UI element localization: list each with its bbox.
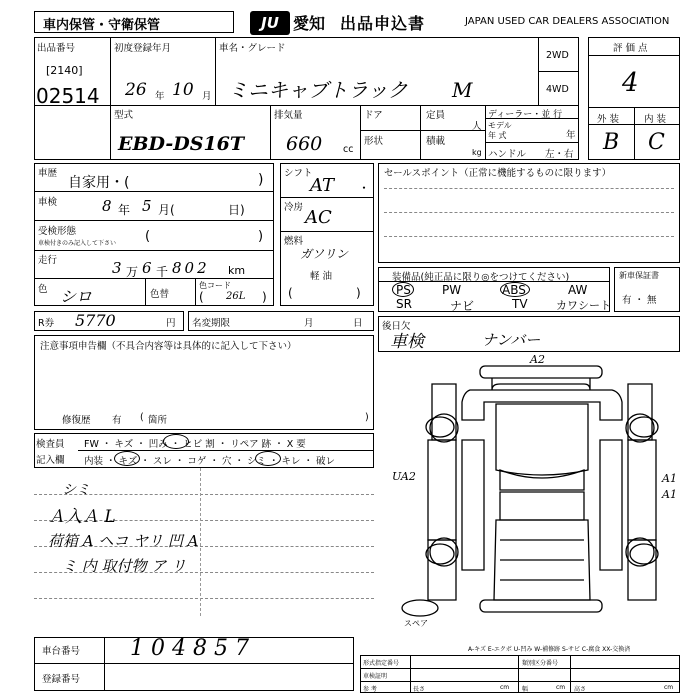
diagram-mark-left: UA2 [392, 470, 416, 483]
history-value: 自家用・( [68, 175, 130, 191]
exterior-grade: B [603, 130, 620, 155]
first-registration-year: 26 [125, 80, 147, 100]
fuel-diesel: 軽 油 [310, 271, 333, 282]
color-change-label: 色替 [150, 289, 170, 300]
displacement-value: 660 [286, 133, 323, 155]
inspector-interior-row: 内装 ・ キズ ・ スレ ・ コゲ ・ 穴 ・ シミ ・ キレ ・ 破レ [84, 456, 335, 467]
equipment-label: 装備品(純正品に限り◎をつけてください) [392, 272, 570, 283]
history-close: ) [258, 172, 264, 188]
handle-options: 左・右 [545, 149, 574, 160]
car-grade-value: M [452, 78, 473, 102]
equip-navi: ナビ [450, 299, 475, 313]
lot-number: 02514 [36, 84, 100, 108]
fuel-close: ) [356, 286, 361, 300]
handle-label: ハンドル [488, 149, 527, 160]
mileage-u2: 千 [156, 265, 169, 279]
lot-label: 出品番号 [37, 43, 76, 54]
spec-cert-label: 車検証明 [363, 673, 388, 680]
interior-grade: C [648, 130, 665, 155]
warranty-label: 新車保証書 [619, 271, 659, 280]
acceptance-open: ( [145, 229, 151, 244]
diagram-mark-right-1: A1 [662, 472, 677, 485]
inspector-note-2: Ａ入Ａ L [48, 507, 116, 527]
spec-cm-2: cm [556, 684, 566, 691]
recycle-value: 5770 [75, 311, 116, 330]
diagram-mark-top: A2 [530, 353, 545, 366]
name-change-month: 月 [304, 318, 314, 329]
capacity-label: 定員 [426, 110, 446, 121]
mileage-v2: 6 [142, 259, 152, 277]
recycle-label: R券 [38, 318, 55, 329]
rating-label: 評 価 点 [613, 43, 648, 54]
spec-block [360, 655, 680, 693]
fuel-label: 燃料 [284, 236, 304, 247]
repair-label: 修復歴 [62, 415, 91, 426]
equip-sr: SR [396, 297, 412, 311]
drive-4wd: 4WD [546, 84, 569, 95]
spec-cm-3: cm [664, 684, 674, 691]
mileage-unit: km [228, 264, 246, 277]
sales-point-label: セールスポイント（正常に機能するものに限ります） [384, 168, 612, 179]
acceptance-close: ) [258, 229, 264, 244]
inspection-month-unit: 月( [158, 203, 175, 217]
repair-open: ( [140, 412, 144, 423]
inspection-label: 車検 [38, 197, 58, 208]
equip-abs: ABS [502, 283, 526, 297]
warranty-options: 有 ・ 無 [622, 295, 657, 306]
inspection-year: 8 [102, 197, 112, 215]
spec-row2-label: 類別区分番号 [522, 660, 559, 667]
shift-value: AT [310, 175, 335, 196]
color-code-open: ( [199, 290, 204, 304]
form-title: 出品申込書 [340, 14, 426, 33]
inspection-day-unit: 日) [228, 203, 245, 217]
model-year-unit: 年 [566, 130, 576, 141]
history-label: 車歴 [38, 168, 58, 179]
chassis-label: 車台番号 [42, 646, 81, 657]
inspection-month: 5 [142, 197, 152, 215]
model-value: EBD-DS16T [118, 133, 245, 155]
mileage-u1: 万 [126, 265, 139, 279]
mileage-label: 走行 [38, 255, 58, 266]
equip-tv: TV [512, 297, 528, 311]
deferred-label: 後日欠 [382, 321, 411, 332]
equip-pw: PW [442, 283, 462, 297]
dealer-parallel: ディーラー・並 行 [488, 110, 563, 120]
inspector-label-1: 検査員 [36, 439, 65, 450]
spec-cm-1: cm [500, 684, 510, 691]
exterior-label: 外 装 [597, 114, 620, 125]
first-registration-label: 初度登録年月 [114, 43, 172, 54]
damage-legend: A-キズ E-エクボ U-凹み W-補修跡 S-サビ C-腐食 XX-交換済 [468, 646, 631, 653]
inspector-note-3: 荷箱 A ヘコ ヤリ 凹 A [48, 532, 199, 550]
color-value: シロ [60, 287, 93, 306]
model-year-label-2: 年 式 [488, 131, 507, 140]
doors-label: ドア [364, 110, 383, 121]
first-registration-month-unit: 月 [202, 91, 212, 102]
interior-label: 内 装 [644, 114, 667, 125]
name-change-day: 日 [353, 318, 363, 329]
cooling-value: AC [305, 207, 332, 228]
displacement-label: 排気量 [274, 110, 303, 121]
spec-width: 幅 [522, 686, 529, 693]
mileage-v3: 802 [172, 259, 210, 277]
repair-value: 有 [112, 415, 122, 426]
inspector-note-1: シミ [62, 482, 90, 498]
fuel-gasoline: ガソリン [300, 247, 349, 261]
capacity-unit: 人 [472, 121, 482, 132]
rating-score: 4 [622, 68, 639, 98]
mileage-v1: 3 [112, 259, 122, 277]
chassis-number: 104857 [130, 636, 256, 661]
equip-leather-seat: カワシート [556, 299, 611, 312]
shape-label: 形状 [364, 136, 384, 147]
cooling-label: 冷房 [284, 202, 304, 213]
association-name: JAPAN USED CAR DEALERS ASSOCIATION [465, 16, 670, 27]
spec-length: 長さ [413, 686, 426, 693]
color-code-close: ) [262, 290, 267, 304]
car-name-label: 車名・グレード [219, 43, 286, 54]
first-registration-year-unit: 年 [155, 91, 165, 102]
inspection-year-unit: 年 [118, 203, 131, 217]
storage-label: 車内保管・守衛保管 [43, 18, 161, 33]
color-label: 色 [38, 284, 48, 295]
deferred-value: 車検 [390, 332, 424, 352]
equip-ps: PS [396, 283, 411, 297]
shift-dot: ・ [358, 181, 371, 195]
deferred-number: ナンバー [482, 331, 541, 349]
spec-height: 高さ [574, 686, 587, 693]
fuel-open: ( [288, 286, 293, 300]
color-code-label: 色コード [199, 281, 231, 290]
name-change-label: 名変期限 [192, 318, 231, 329]
model-label: 型式 [114, 110, 134, 121]
recycle-unit: 円 [166, 318, 176, 329]
acceptance-note: 車検付きのみ記入して下さい [38, 240, 117, 247]
inspector-note-4: ミ 内 取付物 ア リ [62, 557, 187, 575]
registration-label: 登録番号 [42, 674, 81, 685]
repair-close: ) [365, 412, 369, 423]
displacement-unit: cc [343, 144, 354, 155]
logo-text: 愛知 [293, 14, 326, 33]
car-name-value: ミニキャブトラック [228, 78, 408, 102]
inspector-fw-row: FW ・ キズ ・ 凹み ・ ヒビ 割 ・ リペア 跡 ・ X 要 [84, 439, 306, 450]
inspector-label-2: 記入欄 [36, 455, 65, 466]
repair-place: 箇所 [148, 415, 168, 426]
model-year-label-1: モデル [488, 121, 512, 130]
lot-small-code: [2140] [46, 64, 83, 77]
load-label: 積載 [426, 136, 446, 147]
notes-label: 注意事項申告欄（不具合内容等は具体的に記入して下さい） [40, 341, 297, 352]
first-registration-month: 10 [172, 80, 194, 100]
drive-2wd: 2WD [546, 50, 569, 61]
spare-label: スペア [404, 619, 428, 628]
load-unit: kg [472, 148, 482, 157]
ju-logo: JU [250, 11, 290, 35]
equip-aw: AW [568, 283, 588, 297]
diagram-mark-right-2: A1 [662, 488, 677, 501]
acceptance-label: 受検形態 [38, 226, 77, 237]
shift-label: シフト [284, 168, 313, 179]
spec-row1-label: 形式指定番号 [363, 660, 400, 667]
color-code-value: 26L [226, 291, 246, 302]
spec-ref-label: 参 考 [363, 686, 377, 693]
